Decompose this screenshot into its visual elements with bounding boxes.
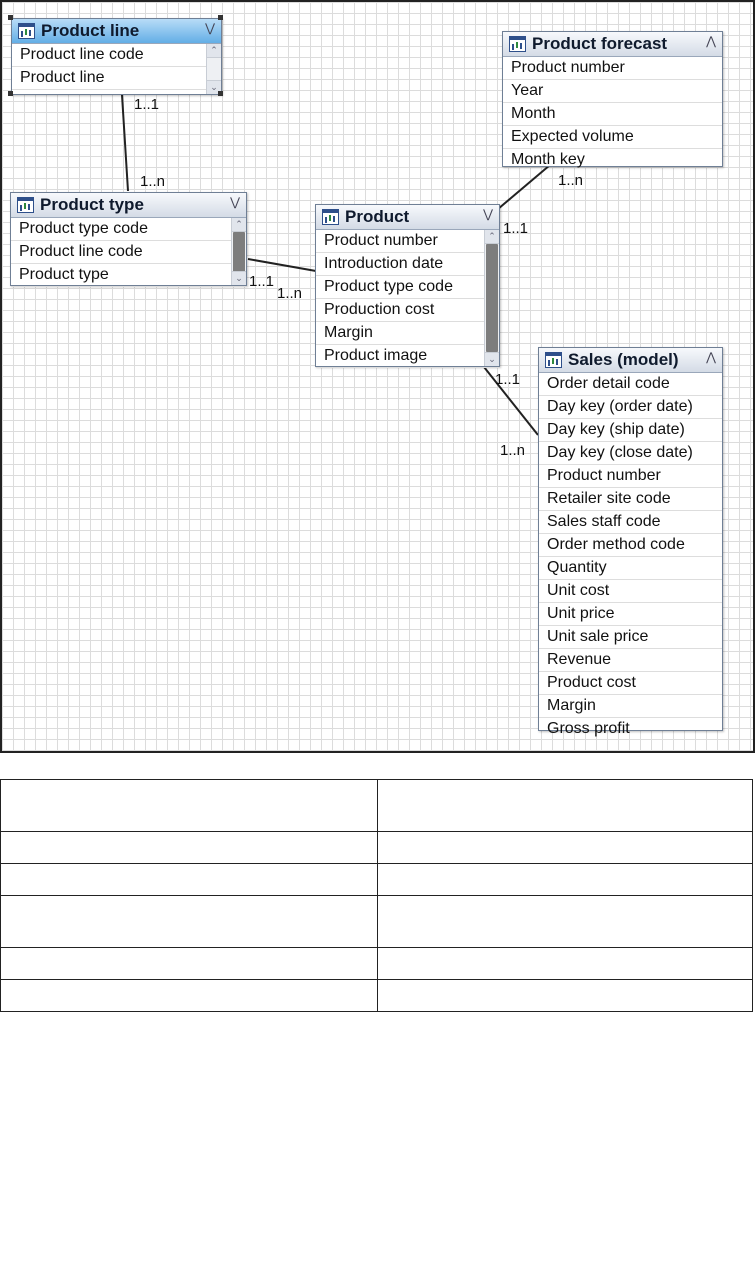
scrollbar[interactable] — [206, 44, 221, 94]
entity-header[interactable] — [539, 348, 722, 373]
scroll-up-arrow-icon[interactable]: ⌃ — [207, 44, 221, 58]
attribute-row[interactable]: Unit price — [539, 603, 722, 626]
selection-handle[interactable] — [8, 15, 13, 20]
scroll-down-arrow-icon[interactable]: ⌄ — [207, 80, 221, 94]
scroll-up-arrow-icon[interactable]: ⌃ — [232, 218, 246, 232]
attribute-row[interactable]: Order detail code — [539, 373, 722, 396]
selection-handle[interactable] — [218, 91, 223, 96]
attribute-row[interactable]: Product type code — [11, 218, 246, 241]
attribute-row[interactable]: Unit sale price — [539, 626, 722, 649]
selection-handle[interactable] — [218, 15, 223, 20]
attribute-row[interactable]: Product number — [539, 465, 722, 488]
table-cell — [1, 980, 378, 1012]
attribute-row[interactable]: Margin — [316, 322, 499, 345]
table-cell — [378, 980, 753, 1012]
attribute-row[interactable]: Revenue — [539, 649, 722, 672]
scroll-down-arrow-icon[interactable]: ⌄ — [485, 352, 499, 366]
table-cell — [1, 896, 378, 948]
entity-title: Product — [345, 207, 410, 226]
cardinality-label: 1..1 — [495, 371, 521, 388]
table-icon — [322, 209, 339, 225]
attribute-row[interactable]: Introduction date — [316, 253, 499, 276]
table-icon — [545, 352, 562, 368]
attribute-row[interactable]: Day key (ship date) — [539, 419, 722, 442]
double-chevron-up-icon[interactable]: ⋀ — [706, 350, 716, 364]
attribute-row[interactable]: Expected volume — [503, 126, 722, 149]
entity-title: Product line — [41, 21, 140, 40]
attribute-row[interactable]: Product image — [316, 345, 499, 368]
relationship-line-product-product-forecast[interactable] — [498, 165, 550, 209]
table-icon — [18, 23, 35, 39]
table-cell — [1, 948, 378, 980]
table-row — [1, 864, 753, 896]
table-cell — [1, 864, 378, 896]
table-cell — [1, 780, 378, 832]
entity-product-forecast[interactable] — [502, 31, 723, 167]
cardinality-label: 1..n — [140, 173, 166, 190]
table-cell — [378, 780, 753, 832]
attribute-row[interactable]: Day key (close date) — [539, 442, 722, 465]
entity-product-type[interactable] — [10, 192, 247, 286]
scrollbar[interactable] — [484, 230, 499, 366]
table-row — [1, 780, 753, 832]
entity-title: Sales (model) — [568, 350, 679, 369]
attribute-row[interactable]: Unit cost — [539, 580, 722, 603]
entity-title: Product type — [40, 195, 144, 214]
attribute-row[interactable]: Gross profit — [547, 720, 630, 737]
cardinality-label: 1..1 — [249, 273, 275, 290]
table-cell — [378, 832, 753, 864]
table-cell — [378, 896, 753, 948]
attribute-row[interactable]: Margin — [539, 695, 722, 718]
attribute-row[interactable]: Sales staff code — [539, 511, 722, 534]
cardinality-label: 1..n — [558, 172, 584, 189]
entity-header[interactable] — [11, 193, 246, 218]
table-icon — [17, 197, 34, 213]
table-row — [1, 948, 753, 980]
entity-product[interactable] — [315, 204, 500, 367]
entity-product-line[interactable] — [11, 18, 222, 95]
double-chevron-down-icon[interactable]: ⋁ — [205, 21, 215, 35]
table-row — [1, 832, 753, 864]
attribute-row[interactable]: Product line code — [11, 241, 246, 264]
cardinality-label: 1..1 — [503, 220, 529, 237]
entity-header[interactable] — [12, 19, 221, 44]
relationship-line-product-type-product[interactable] — [248, 259, 316, 271]
attribute-row[interactable]: Retailer site code — [539, 488, 722, 511]
attribute-row[interactable]: Product type code — [316, 276, 499, 299]
cardinality-label: 1..n — [500, 442, 526, 459]
double-chevron-down-icon[interactable]: ⋁ — [230, 195, 240, 209]
attribute-row[interactable]: Production cost — [316, 299, 499, 322]
attribute-row[interactable]: Product line — [12, 67, 221, 90]
attribute-row[interactable]: Month key — [511, 151, 585, 168]
relationship-line-product-line-product-type[interactable] — [122, 95, 128, 191]
attribute-row[interactable]: Quantity — [539, 557, 722, 580]
table-cell — [378, 864, 753, 896]
scroll-down-arrow-icon[interactable]: ⌄ — [232, 271, 246, 285]
table-cell — [1, 832, 378, 864]
attribute-row[interactable]: Product type — [11, 264, 246, 287]
attribute-row[interactable]: Order method code — [539, 534, 722, 557]
double-chevron-up-icon[interactable]: ⋀ — [706, 34, 716, 48]
attribute-row[interactable]: Year — [503, 80, 722, 103]
table-row — [1, 896, 753, 948]
attribute-row[interactable]: Day key (order date) — [539, 396, 722, 419]
entity-header[interactable] — [503, 32, 722, 57]
scroll-thumb[interactable] — [486, 244, 498, 352]
cardinality-label: 1..n — [277, 285, 303, 302]
attribute-row[interactable]: Product line code — [12, 44, 221, 67]
attribute-row[interactable]: Product cost — [539, 672, 722, 695]
scrollbar[interactable] — [231, 218, 246, 285]
scroll-up-arrow-icon[interactable]: ⌃ — [485, 230, 499, 244]
double-chevron-down-icon[interactable]: ⋁ — [483, 207, 493, 221]
attribute-row[interactable]: Month — [503, 103, 722, 126]
entity-sales-model[interactable] — [538, 347, 723, 737]
table-row — [1, 980, 753, 1012]
selection-handle[interactable] — [8, 91, 13, 96]
empty-table — [0, 779, 753, 1012]
entity-title: Product forecast — [532, 34, 668, 53]
attribute-row[interactable]: Product number — [503, 57, 722, 80]
table-cell — [378, 948, 753, 980]
table-icon — [509, 36, 526, 52]
attribute-row[interactable]: Product number — [316, 230, 499, 253]
entity-header[interactable] — [316, 205, 499, 230]
cardinality-label: 1..1 — [134, 96, 160, 113]
